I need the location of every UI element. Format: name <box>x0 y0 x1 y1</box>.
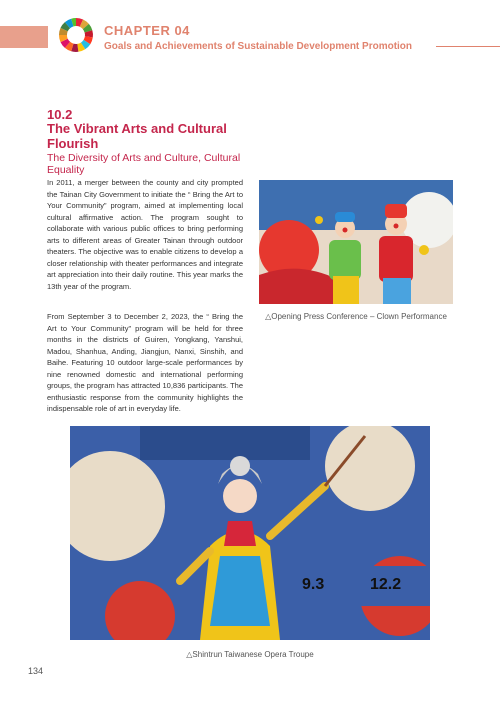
backdrop-date-end: 12.2 <box>370 576 402 593</box>
body-paragraph: In 2011, a merger between the county and city prompted the Tainan City Government to initiate the “ Bring the Art to Your Community” program, aimed at implementing local cultural affirmative action. The program sought to collaborate with various public offices to bring performing arts to different areas of Greater Tainan through outdoor theaters. The objective was to enable citizens to develop a closer relationship with theater performances and integrate art appreciation into their daily routine. This year marks the 13th year of the program. <box>47 178 243 291</box>
photo-caption: △Shintrun Taiwanese Opera Troupe <box>186 650 314 659</box>
chapter-label: CHAPTER 04 <box>104 23 190 38</box>
body-paragraph: From September 3 to December 2, 2023, the “ Bring the Art to Your Community” program will be held for three months in the districts of Guiren, Yongkang, Yanshui, Madou, Shanhua, Anding, Jiangjun, Nanxi, Sinshih, and Baihe. Featuring 10 outdoor large-scale performances by nine renowned domestic and international performing groups, the program has attracted 10,836 participants. The enthusiastic response from the community highlights the indispensable role of art in everyday life. <box>47 312 243 413</box>
sdg-wheel-icon <box>58 17 94 53</box>
chapter-subtitle: Goals and Achievements of Sustainable Development Promotion <box>104 41 413 52</box>
header-rule <box>436 46 500 47</box>
header-accent-bar <box>0 26 48 48</box>
photo-caption: △Opening Press Conference – Clown Performance <box>265 312 447 321</box>
page-number: 134 <box>28 666 44 676</box>
section-subtitle: The Diversity of Arts and Culture, Cultural Equality <box>47 152 241 176</box>
opera-performance-photo <box>70 426 430 640</box>
backdrop-date-start: 9.3 <box>302 576 325 593</box>
clown-performance-photo <box>259 180 453 304</box>
section-title: The Vibrant Arts and Cultural Flourish <box>47 121 227 151</box>
section-number: 10.2 <box>47 107 73 122</box>
